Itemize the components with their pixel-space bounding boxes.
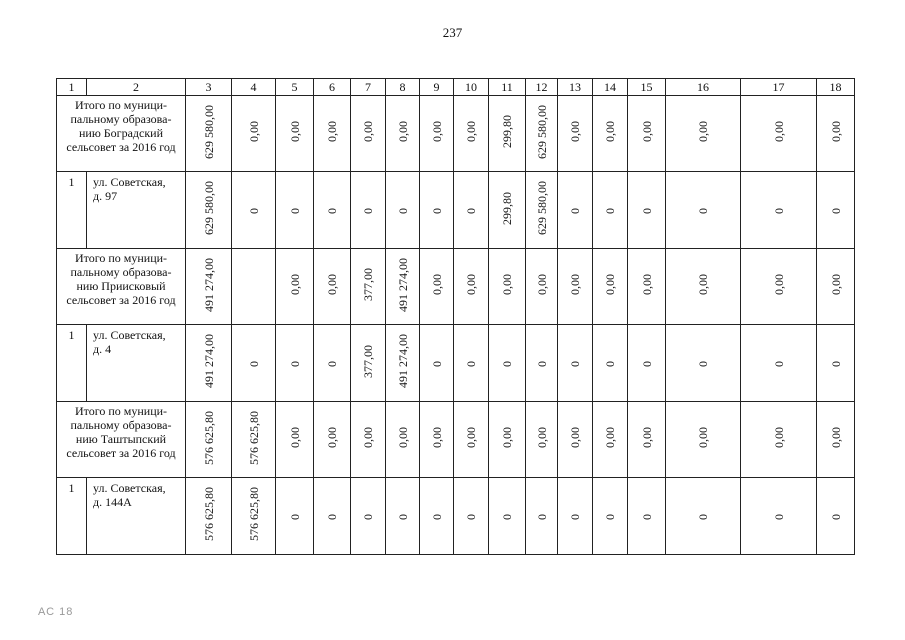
value-text: 0,00 <box>828 427 843 448</box>
value-cell <box>741 96 817 172</box>
value-text: 491 274,00 <box>201 257 216 312</box>
value-text: 0 <box>696 207 710 214</box>
value-text: 0,00 <box>568 427 582 448</box>
value-text: 0,00 <box>464 121 478 142</box>
address-cell: ул. Советская, д. 4 <box>87 325 186 402</box>
value-cell <box>628 402 666 478</box>
value-text: 0,00 <box>500 427 514 448</box>
value-cell <box>351 478 386 555</box>
value-cell <box>817 249 855 325</box>
column-header: 16 <box>666 79 741 96</box>
value-text: 0 <box>464 513 478 520</box>
value-cell <box>314 325 351 402</box>
column-header: 2 <box>87 79 186 96</box>
value-cell <box>386 402 420 478</box>
value-text: 0,00 <box>429 121 444 142</box>
value-cell <box>489 402 526 478</box>
total-row <box>57 402 855 478</box>
column-header: 15 <box>628 79 666 96</box>
value-cell <box>489 325 526 402</box>
value-text: 0,00 <box>464 427 478 448</box>
value-text: 0,00 <box>771 274 786 295</box>
value-text: 576 625,80 <box>246 410 261 465</box>
value-text: 0 <box>696 513 710 520</box>
value-cell <box>489 96 526 172</box>
value-text: 629 580,00 <box>201 104 216 159</box>
column-header: 9 <box>420 79 454 96</box>
value-cell <box>454 478 489 555</box>
value-text: 0,00 <box>287 427 302 448</box>
value-text: 0,00 <box>325 121 339 142</box>
value-text: 0,00 <box>696 274 710 295</box>
value-cell <box>276 172 314 249</box>
value-cell <box>817 325 855 402</box>
value-text: 0 <box>287 207 302 214</box>
value-text: 0 <box>639 360 654 367</box>
value-text: 0,00 <box>828 274 843 295</box>
scan-mark: АС 18 <box>38 606 74 618</box>
value-text: 0 <box>464 360 478 367</box>
value-text: 491 274,00 <box>201 334 216 388</box>
value-cell <box>232 325 276 402</box>
row-number: 1 <box>57 478 87 555</box>
value-cell <box>420 172 454 249</box>
value-text: 0,00 <box>603 427 617 448</box>
value-cell <box>526 478 558 555</box>
value-cell <box>276 325 314 402</box>
value-text: 0 <box>828 207 843 214</box>
row-number: 1 <box>57 172 87 249</box>
value-cell <box>351 325 386 402</box>
value-text: 0,00 <box>603 121 617 142</box>
value-cell <box>628 96 666 172</box>
value-text: 377,00 <box>361 268 375 301</box>
value-cell <box>386 478 420 555</box>
value-cell <box>454 402 489 478</box>
value-text: 0,00 <box>287 121 302 142</box>
value-text: 299,80 <box>500 191 514 225</box>
value-cell <box>454 249 489 325</box>
column-header: 18 <box>817 79 855 96</box>
value-text: 0,00 <box>500 274 514 295</box>
value-cell <box>186 249 232 325</box>
column-header: 3 <box>186 79 232 96</box>
value-text: 0,00 <box>639 274 654 295</box>
column-header: 8 <box>386 79 420 96</box>
value-text: 0,00 <box>696 121 710 142</box>
value-text: 0,00 <box>429 274 444 295</box>
value-cell <box>420 249 454 325</box>
column-header: 14 <box>593 79 628 96</box>
value-text: 0,00 <box>771 427 786 448</box>
value-text: 0 <box>771 513 786 520</box>
value-text: 0 <box>568 207 582 214</box>
column-header: 17 <box>741 79 817 96</box>
value-cell <box>420 478 454 555</box>
value-cell <box>489 249 526 325</box>
value-cell <box>526 402 558 478</box>
value-cell <box>351 96 386 172</box>
value-cell <box>420 402 454 478</box>
value-cell <box>314 402 351 478</box>
total-label: Итого по муници- пальному образова- нию Таштыпский сельсовет за 2016 год <box>57 402 186 478</box>
value-cell <box>314 96 351 172</box>
value-cell <box>276 478 314 555</box>
value-text: 491 274,00 <box>395 257 410 312</box>
value-cell <box>628 249 666 325</box>
value-text: 0 <box>246 207 261 214</box>
value-text: 0,00 <box>534 427 549 448</box>
value-cell <box>593 402 628 478</box>
value-cell <box>186 325 232 402</box>
value-cell <box>526 96 558 172</box>
value-cell <box>666 172 741 249</box>
value-cell <box>232 96 276 172</box>
value-cell <box>526 172 558 249</box>
value-text: 0 <box>534 513 549 520</box>
value-cell <box>558 402 593 478</box>
value-cell <box>276 402 314 478</box>
value-cell <box>386 96 420 172</box>
value-text: 0,00 <box>568 121 582 142</box>
value-cell <box>186 172 232 249</box>
value-text: 0 <box>361 513 375 520</box>
value-cell <box>351 172 386 249</box>
value-text: 0 <box>246 360 261 367</box>
value-cell <box>232 249 276 325</box>
value-cell <box>489 478 526 555</box>
value-text: 0 <box>395 207 410 214</box>
value-cell <box>386 172 420 249</box>
value-cell <box>386 249 420 325</box>
column-header: 13 <box>558 79 593 96</box>
value-cell <box>420 96 454 172</box>
address-cell: ул. Советская, д. 97 <box>87 172 186 249</box>
column-header: 5 <box>276 79 314 96</box>
page-number: 237 <box>442 25 463 40</box>
value-cell <box>817 96 855 172</box>
value-cell <box>386 325 420 402</box>
value-text: 0 <box>500 360 514 367</box>
value-cell <box>558 478 593 555</box>
value-text: 576 625,80 <box>246 487 261 541</box>
value-cell <box>741 325 817 402</box>
value-cell <box>420 325 454 402</box>
value-text: 299,80 <box>500 115 514 148</box>
value-cell <box>593 325 628 402</box>
value-cell <box>817 478 855 555</box>
value-cell <box>526 249 558 325</box>
value-text: 0 <box>361 207 375 214</box>
value-text: 377,00 <box>361 344 375 378</box>
value-text: 0,00 <box>395 121 410 142</box>
value-text: 0,00 <box>246 121 261 142</box>
value-text: 0 <box>287 513 302 520</box>
value-cell <box>593 478 628 555</box>
value-cell <box>593 96 628 172</box>
value-text: 491 274,00 <box>395 334 410 388</box>
value-cell <box>276 249 314 325</box>
value-text: 0,00 <box>639 427 654 448</box>
value-text: 0 <box>429 360 444 367</box>
value-text: 0 <box>639 513 654 520</box>
value-cell <box>186 402 232 478</box>
value-cell <box>741 478 817 555</box>
value-text: 629 580,00 <box>201 181 216 235</box>
table-row <box>57 478 855 555</box>
value-cell <box>232 172 276 249</box>
value-cell <box>593 249 628 325</box>
value-cell <box>232 402 276 478</box>
value-cell <box>314 478 351 555</box>
register-table <box>56 78 855 555</box>
value-text: 629 580,00 <box>534 181 549 235</box>
value-cell <box>628 478 666 555</box>
value-cell <box>741 402 817 478</box>
value-cell <box>314 249 351 325</box>
value-cell <box>558 172 593 249</box>
value-cell <box>628 325 666 402</box>
value-text: 0,00 <box>696 427 710 448</box>
value-text: 0 <box>568 360 582 367</box>
table-row <box>57 172 855 249</box>
value-text: 0 <box>464 207 478 214</box>
value-cell <box>666 96 741 172</box>
value-text: 0 <box>325 360 339 367</box>
value-cell <box>351 402 386 478</box>
value-cell <box>741 172 817 249</box>
column-header: 1 <box>57 79 87 96</box>
value-text: 576 625,80 <box>201 410 216 465</box>
value-cell <box>666 325 741 402</box>
value-text: 0,00 <box>603 274 617 295</box>
value-text: 0,00 <box>639 121 654 142</box>
value-text: 0,00 <box>361 121 375 142</box>
column-header: 7 <box>351 79 386 96</box>
value-text: 0 <box>696 360 710 367</box>
value-text: 0,00 <box>568 274 582 295</box>
value-text: 0 <box>287 360 302 367</box>
value-text: 0 <box>603 513 617 520</box>
value-cell <box>276 96 314 172</box>
value-cell <box>593 172 628 249</box>
value-cell <box>454 172 489 249</box>
column-header: 6 <box>314 79 351 96</box>
value-text: 0,00 <box>534 274 549 295</box>
value-text: 0 <box>534 360 549 367</box>
value-text: 0 <box>429 513 444 520</box>
total-row <box>57 96 855 172</box>
value-text: 0,00 <box>361 427 375 448</box>
value-cell <box>558 96 593 172</box>
header-row <box>57 79 855 96</box>
value-cell <box>526 325 558 402</box>
column-header: 4 <box>232 79 276 96</box>
value-cell <box>558 325 593 402</box>
value-text: 0,00 <box>325 274 339 295</box>
value-text: 0 <box>603 360 617 367</box>
value-text: 0 <box>603 207 617 214</box>
value-text: 0,00 <box>395 427 410 448</box>
value-cell <box>314 172 351 249</box>
value-text: 0 <box>828 513 843 520</box>
total-label: Итого по муници- пальному образова- нию Боградский сельсовет за 2016 год <box>57 96 186 172</box>
value-cell <box>817 172 855 249</box>
value-cell <box>666 249 741 325</box>
column-header: 12 <box>526 79 558 96</box>
value-cell <box>232 478 276 555</box>
value-text: 0 <box>500 513 514 520</box>
table-row <box>57 325 855 402</box>
value-text: 0,00 <box>828 121 843 142</box>
total-label: Итого по муници- пальному образова- нию Приисковый сельсовет за 2016 год <box>57 249 186 325</box>
value-text: 0,00 <box>771 121 786 142</box>
value-cell <box>666 402 741 478</box>
value-text: 0 <box>325 513 339 520</box>
value-cell <box>454 325 489 402</box>
value-cell <box>186 96 232 172</box>
value-text: 0 <box>395 513 410 520</box>
value-text: 0,00 <box>464 274 478 295</box>
total-row <box>57 249 855 325</box>
value-cell <box>186 478 232 555</box>
address-cell: ул. Советская, д. 144А <box>87 478 186 555</box>
row-number: 1 <box>57 325 87 402</box>
value-text: 0,00 <box>325 427 339 448</box>
value-cell <box>666 478 741 555</box>
value-cell <box>454 96 489 172</box>
value-text: 0 <box>639 207 654 214</box>
value-text: 576 625,80 <box>201 487 216 541</box>
value-cell <box>817 402 855 478</box>
value-text: 0 <box>325 207 339 214</box>
value-cell <box>489 172 526 249</box>
value-text: 0,00 <box>429 427 444 448</box>
value-text: 0 <box>828 360 843 367</box>
value-cell <box>351 249 386 325</box>
value-text: 0 <box>568 513 582 520</box>
value-cell <box>741 249 817 325</box>
value-cell <box>558 249 593 325</box>
value-text: 629 580,00 <box>534 104 549 159</box>
value-text: 0 <box>771 360 786 367</box>
column-header: 11 <box>489 79 526 96</box>
value-text: 0 <box>771 207 786 214</box>
value-text: 0 <box>429 207 444 214</box>
value-cell <box>628 172 666 249</box>
column-header: 10 <box>454 79 489 96</box>
value-text: 0,00 <box>287 274 302 295</box>
